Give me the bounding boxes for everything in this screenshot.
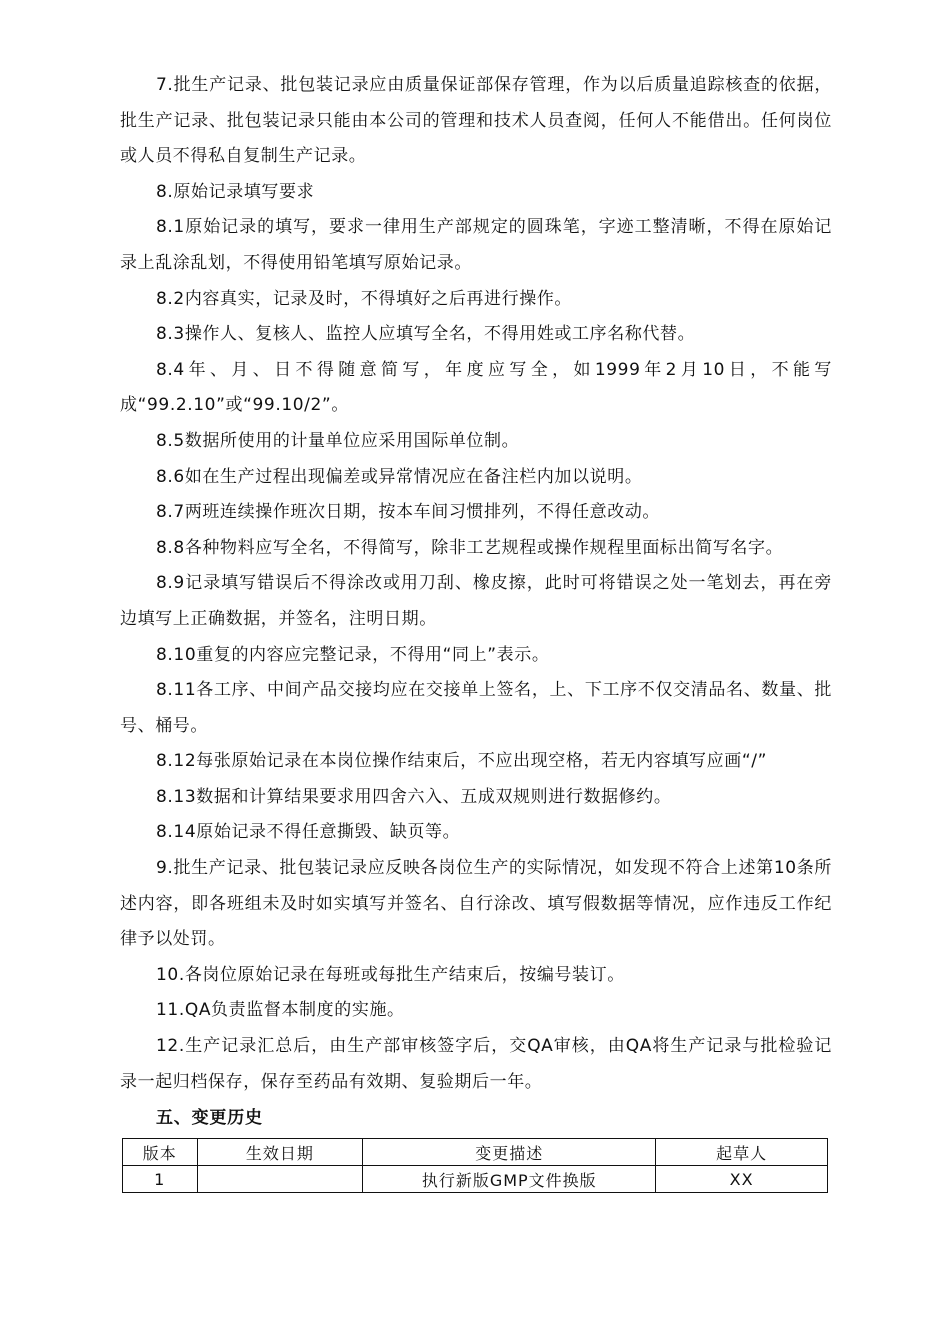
cell-drafter: XX <box>656 1166 828 1193</box>
paragraph-8-11: 8.11各工序、中间产品交接均应在交接单上签名，上、下工序不仅交清品名、数量、批号、桶号。 <box>120 680 832 736</box>
header-effective-date: 生效日期 <box>197 1139 363 1166</box>
paragraph-8-9: 8.9记录填写错误后不得涂改或用刀刮、橡皮擦，此时可将错误之处一笔划去，再在旁边填写上正确数据，并签名，注明日期。 <box>120 573 832 629</box>
paragraph-8-13: 8.13数据和计算结果要求用四舍六入、五成双规则进行数据修约。 <box>156 786 672 807</box>
table-header-row <box>123 1139 828 1166</box>
cell-effective-date <box>197 1166 363 1193</box>
paragraph-8-6: 8.6如在生产过程出现偏差或异常情况应在备注栏内加以说明。 <box>156 466 643 487</box>
header-change-description: 变更描述 <box>363 1139 656 1166</box>
header-drafter: 起草人 <box>656 1139 828 1166</box>
paragraph-10: 10.各岗位原始记录在每班或每批生产结束后，按编号装订。 <box>156 964 625 985</box>
change-history-title: 五、变更历史 <box>156 1108 263 1129</box>
paragraph-8-7: 8.7两班连续操作班次日期，按本车间习惯排列，不得任意改动。 <box>156 502 661 523</box>
paragraph-8-1: 8.1原始记录的填写，要求一律用生产部规定的圆珠笔，字迹工整清晰，不得在原始记录上乱涂乱划，不得使用铅笔填写原始记录。 <box>120 217 832 273</box>
paragraph-8-heading: 8.原始记录填写要求 <box>156 181 315 202</box>
paragraph-8-5: 8.5数据所使用的计量单位应采用国际单位制。 <box>156 430 520 451</box>
change-history-table <box>122 1138 828 1193</box>
paragraph-12: 12.生产记录汇总后，由生产部审核签字后，交QA审核，由QA将生产记录与批检验记录一起归档保存，保存至药品有效期、复验期后一年。 <box>120 1036 832 1092</box>
paragraph-8-14: 8.14原始记录不得任意撕毁、缺页等。 <box>156 822 461 843</box>
paragraph-9: 9.批生产记录、批包装记录应反映各岗位生产的实际情况，如发现不符合上述第10条所述内容，即各班组未及时如实填写并签名、自行涂改、填写假数据等情况，应作违反工作纪律予以处罚。 <box>120 858 832 950</box>
cell-version: 1 <box>123 1166 198 1193</box>
paragraph-11: 11.QA负责监督本制度的实施。 <box>156 1000 405 1021</box>
paragraph-7: 7.批生产记录、批包装记录应由质量保证部保存管理，作为以后质量追踪核查的依据，批生产记录、批包装记录只能由本公司的管理和技术人员查阅，任何人不能借出。任何岗位或人员不得私自复制生产记录。 <box>120 75 832 167</box>
cell-change-description: 执行新版GMP文件换版 <box>363 1166 656 1193</box>
paragraph-8-8: 8.8各种物料应写全名，不得简写，除非工艺规程或操作规程里面标出简写名字。 <box>156 537 784 558</box>
paragraph-8-3: 8.3操作人、复核人、监控人应填写全名，不得用姓或工序名称代替。 <box>156 324 696 345</box>
table-row <box>123 1166 828 1193</box>
document-page <box>120 68 832 1193</box>
paragraph-8-4: 8.4年、月、日不得随意简写，年度应写全，如1999年2月10日，不能写成“99.2.10”或“99.10/2”。 <box>120 359 832 416</box>
header-version: 版本 <box>123 1139 198 1166</box>
paragraph-8-2: 8.2内容真实，记录及时，不得填好之后再进行操作。 <box>156 288 573 309</box>
paragraph-8-12: 8.12每张原始记录在本岗位操作结束后，不应出现空格，若无内容填写应画“/” <box>156 751 767 772</box>
paragraph-8-10: 8.10重复的内容应完整记录，不得用“同上”表示。 <box>156 644 550 665</box>
